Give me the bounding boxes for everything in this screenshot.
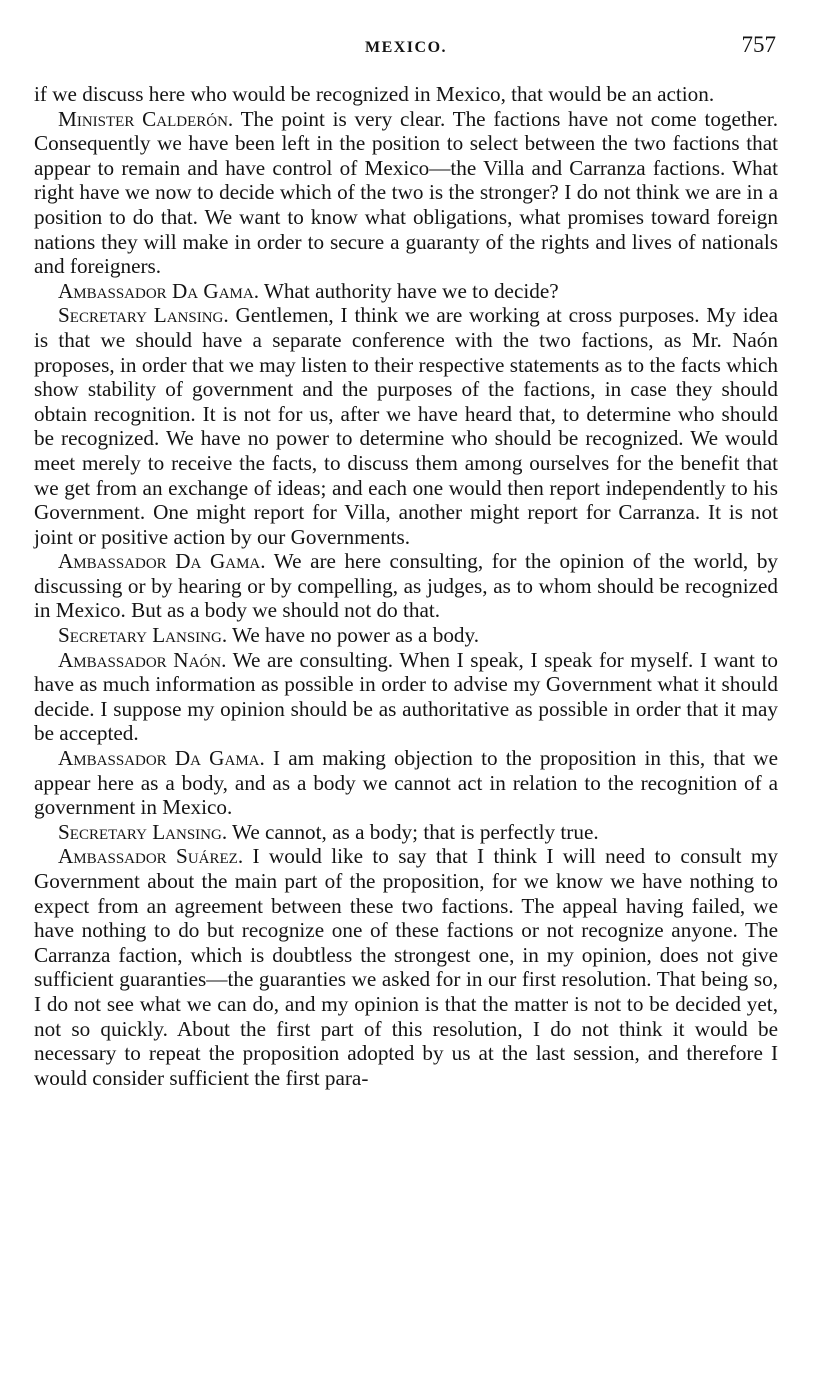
- paragraph-text: We are here consulting, for the opinion of the world, by discussing or by hearing or by compelling, as judges, as to whom should be recognized in Mexico. But as a body we should not do that.: [34, 549, 779, 623]
- paragraph: [34, 82, 778, 107]
- body-text: [34, 82, 778, 1090]
- paragraph-text: What authority have we to decide?: [259, 278, 559, 303]
- speaker-name: Secretary Lansing.: [58, 303, 229, 328]
- paragraph-text: We have no power as a body.: [227, 623, 480, 648]
- speaker-name: Ambassador Suárez.: [58, 844, 244, 869]
- speaker-name: Minister Calderón.: [58, 106, 234, 131]
- paragraph: [34, 648, 778, 746]
- paragraph: [34, 746, 778, 820]
- speaker-name: Secretary Lansing.: [58, 819, 228, 844]
- paragraph-text: The point is very clear. The factions have not come together. Consequently we have been left in the position to select between the two factions that appear to remain and have control of Mexico—the Villa and Carranza factions. What right have we now to decide which of the two is the stronger? I do not think we are in a position to do that. We want to know what obligations, what promises toward foreign nations they will make in order to secure a guaranty of the rights and lives of nationals and foreigners.: [34, 106, 778, 279]
- paragraph: [34, 623, 778, 648]
- paragraph: [34, 549, 778, 623]
- paragraph: [34, 844, 778, 1090]
- page-number: 757: [741, 32, 776, 57]
- paragraph: [34, 820, 778, 845]
- speaker-name: Ambassador Da Gama.: [58, 278, 259, 303]
- paragraph: [34, 279, 778, 304]
- paragraph-text: Gentlemen, I think we are working at cross purposes. My idea is that we should have a separate conference with the two factions, as Mr. Naón proposes, in order that we may listen to their respective statements as to the facts which show stability of government and the purposes of the factions, in case they should obtain recognition. It is not for us, after we have heard that, to determine who should be recognized. We have no power to determine who should be recognized. We would meet merely to receive the facts, to discuss them among ourselves for the benefit that we get from an exchange of ideas; and each one would then report independently to his Government. One might report for Villa, another might report for Carranza. It is not joint or positive action by our Governments.: [34, 303, 778, 549]
- paragraph-text: I am making objection to the proposition in this, that we appear here as a body, and as a body we cannot act in relation to the recognition of a government in Mexico.: [34, 746, 778, 820]
- speaker-name: Ambassador Naón.: [58, 647, 227, 672]
- paragraph: [34, 303, 778, 549]
- speaker-name: Secretary Lansing.: [58, 623, 228, 648]
- running-title: MEXICO.: [364, 39, 448, 56]
- running-head: [34, 32, 778, 62]
- paragraph-text: I would like to say that I think I will need to consult my Government about the main part of the proposition, for we know we have nothing to expect from an agreement between these two factions. The appeal having failed, we have nothing to do but recognize one of these factions or not recognize anyone. The Carranza faction, which is doubtless the strongest one, in my opinion, does not give sufficient guaranties—the guaranties we asked for in our first resolution. That being so, I do not see what we can do, and my opinion is that the matter is not to be decided yet, not so quickly. About the first part of this resolution, I do not think it would be necessary to repeat the proposition adopted by us at the last session, and therefore I would consider sufficient the first para-: [34, 844, 779, 1090]
- paragraph-text: We are consulting. When I speak, I speak for myself. I want to have as much information as possible in order to advise my Government what it should decide. I suppose my opinion should be as authoritative as possible in order that it may be accepted.: [34, 647, 778, 746]
- paragraph-text: We cannot, as a body; that is perfectly true.: [227, 819, 599, 844]
- speaker-name: Ambassador Da Gama.: [58, 746, 265, 771]
- speaker-name: Ambassador Da Gama.: [58, 549, 266, 574]
- paragraph-text: if we discuss here who would be recognized in Mexico, that would be an action.: [34, 82, 715, 106]
- paragraph: [34, 107, 778, 279]
